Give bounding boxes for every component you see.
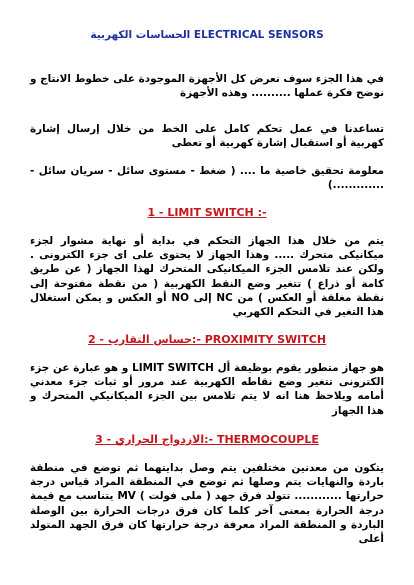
document-title: الحساسات الكهربية ELECTRICAL SENSORS (90, 29, 324, 41)
info-paragraph: معلومة تحقيق خاصية ما .... ( ضغط - مستوى سائل - سريان سائل - .............) (30, 165, 384, 192)
limit-switch-heading: 1 - LIMIT SWITCH :- (147, 206, 267, 219)
thermocouple-paragraph: يتكون من معدنين مختلفين يتم وصل بدايتهما ثم توضع في منطقة باردة والنهايات يتم وصلها ثم توضع في المنطقة المراد قياس درجة حرارتها ............ تتولد فرق جهد ( ملى فولت ) MV يتناسب مع قيمة درجة الحرارة بمعنى آخر كلما كان فرق درجات الحرارة بين الوصلة الباردة و المنطقة المراد معرفة درجة حرارتها كان فرق الجهد المتولد أعلى (30, 462, 384, 546)
intro-paragraph: في هذا الجزء سوف نعرض كل الأجهزة الموجودة على خطوط الانتاج و نوضح فكرة عملها .......... وهذه الأجهزة (30, 73, 384, 100)
purpose-paragraph: تساعدنا في عمل تحكم كامل على الخط من خلال إرسال إشارة كهربية أو استقبال إشارة كهربية أو تعطى (30, 123, 384, 150)
thermocouple-heading: 3 - الازدواج الحراري:- THERMOCOUPLE (95, 433, 319, 446)
limit-switch-paragraph: يتم من خلال هذا الجهاز التحكم في بداية أو نهاية مشوار لجزء ميكانيكى متحرك ..... وهذا الجهاز لا يحتوى على اى جزء الكترونى . ولكن عند تلامس الجزء الميكانيكى المتحرك لهذا الجهاز ( عن طريق كامة أو ذراع ) تتغير وضع النقط الكهربية ( من نقطة مفتوحة إلى نقطة مغلقة أو العكس ) من NC إلى NO أو العكس و يمكن استغلال هذا التغير في التحكم الكهربي (30, 235, 384, 319)
proximity-switch-heading: 2 - حساس التقارب:- PROXIMITY SWITCH (87, 333, 327, 346)
proximity-switch-paragraph: هو جهاز متطور يقوم بوظيفة أل LIMIT SWITCH و هو عبارة عن جزء الكترونى تتغير وضع نقاطه الكهربية عند مرور أو ثبات جزء معدني أمامه ويلاحظ هنا انه لا يتم تلامس بين الجزء الميكانيكي المتحرك و هذا الجهاز (30, 362, 384, 417)
